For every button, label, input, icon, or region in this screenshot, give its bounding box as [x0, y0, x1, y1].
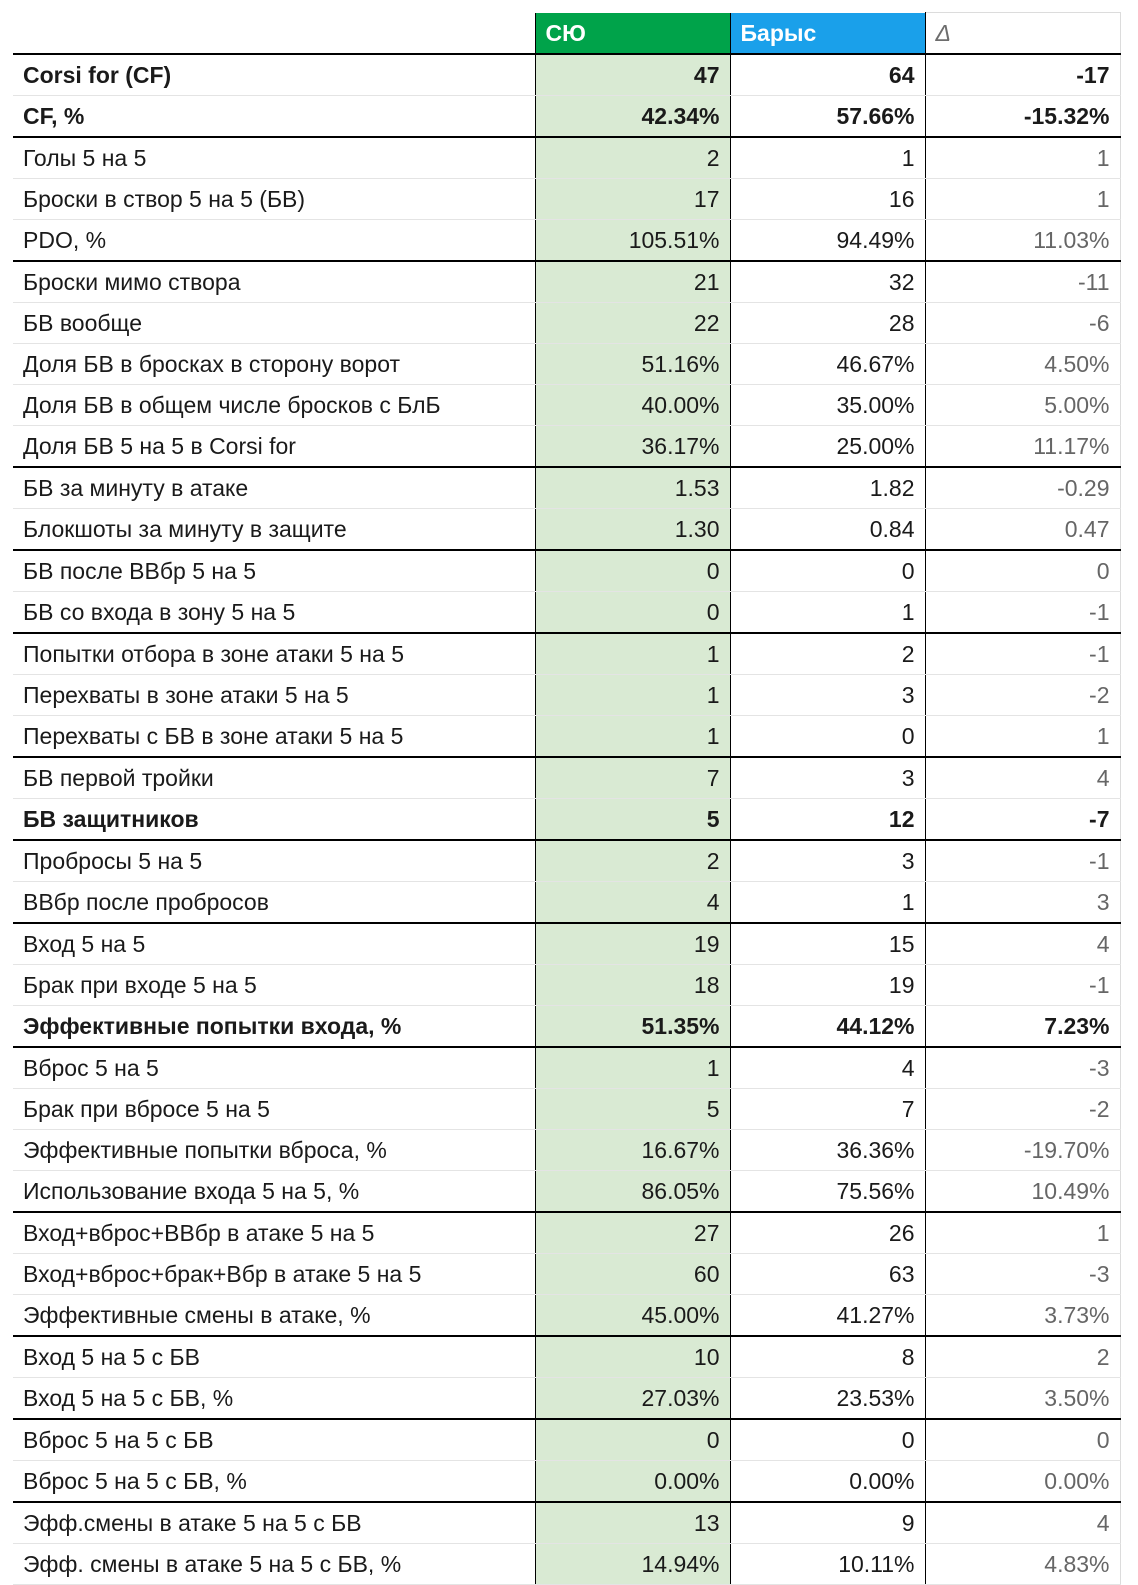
- row-label-cell[interactable]: Доля БВ 5 на 5 в Corsi for: [13, 426, 535, 468]
- team-a-value-cell[interactable]: 5: [535, 799, 730, 841]
- header-team-b[interactable]: Барыс: [730, 13, 925, 55]
- delta-value-cell[interactable]: 4.83%: [925, 1544, 1120, 1585]
- table-row: [13, 1336, 1120, 1378]
- table-row: [13, 550, 1120, 592]
- team-a-value-cell[interactable]: 10: [535, 1336, 730, 1378]
- delta-value-cell[interactable]: 0.47: [925, 509, 1120, 551]
- team-a-value-cell[interactable]: 4: [535, 882, 730, 924]
- team-a-value-cell[interactable]: 2: [535, 840, 730, 882]
- row-label-cell[interactable]: Голы 5 на 5: [13, 137, 535, 179]
- row-label-cell[interactable]: Брак при вбросе 5 на 5: [13, 1089, 535, 1130]
- delta-value-cell[interactable]: 4: [925, 1502, 1120, 1544]
- table-row: [13, 1378, 1120, 1420]
- team-b-value-cell[interactable]: 12: [730, 799, 925, 841]
- delta-value-cell[interactable]: 3: [925, 882, 1120, 924]
- table-row: [13, 757, 1120, 799]
- row-label-cell[interactable]: Эфф.смены в атаке 5 на 5 с БВ: [13, 1502, 535, 1544]
- table-row: [13, 799, 1120, 841]
- row-label-cell[interactable]: Доля БВ в общем числе бросков с БлБ: [13, 385, 535, 426]
- team-a-value-cell[interactable]: 1: [535, 716, 730, 758]
- team-a-value-cell[interactable]: 22: [535, 303, 730, 344]
- team-a-value-cell[interactable]: 60: [535, 1254, 730, 1295]
- delta-value-cell[interactable]: 3.73%: [925, 1295, 1120, 1337]
- table-row: [13, 923, 1120, 965]
- delta-value-cell[interactable]: 1: [925, 179, 1120, 220]
- delta-value-cell[interactable]: -15.32%: [925, 96, 1120, 138]
- team-b-value-cell[interactable]: 0: [730, 716, 925, 758]
- row-label-cell[interactable]: Corsi for (CF): [13, 54, 535, 96]
- team-a-value-cell[interactable]: 36.17%: [535, 426, 730, 468]
- team-b-value-cell[interactable]: 63: [730, 1254, 925, 1295]
- delta-value-cell[interactable]: -1: [925, 592, 1120, 634]
- header-team-a[interactable]: СЮ: [535, 13, 730, 55]
- team-a-value-cell[interactable]: 7: [535, 757, 730, 799]
- team-b-value-cell[interactable]: 36.36%: [730, 1130, 925, 1171]
- team-b-value-cell[interactable]: 44.12%: [730, 1006, 925, 1048]
- row-label-cell[interactable]: Вход+вброс+брак+Вбр в атаке 5 на 5: [13, 1254, 535, 1295]
- delta-value-cell[interactable]: 11.17%: [925, 426, 1120, 468]
- row-label-cell[interactable]: Броски в створ 5 на 5 (БВ): [13, 179, 535, 220]
- table-row: [13, 54, 1120, 96]
- team-a-value-cell[interactable]: 27: [535, 1212, 730, 1254]
- table-row: [13, 426, 1120, 468]
- team-b-value-cell[interactable]: 2: [730, 633, 925, 675]
- delta-value-cell[interactable]: 1: [925, 137, 1120, 179]
- team-a-value-cell[interactable]: 86.05%: [535, 1171, 730, 1213]
- row-label-cell[interactable]: Вброс 5 на 5 с БВ: [13, 1419, 535, 1461]
- team-b-value-cell[interactable]: 1: [730, 882, 925, 924]
- table-row: [13, 1130, 1120, 1171]
- team-b-value-cell[interactable]: 41.27%: [730, 1295, 925, 1337]
- team-b-value-cell[interactable]: 64: [730, 54, 925, 96]
- header-label-cell[interactable]: [13, 13, 535, 55]
- table-row: [13, 1171, 1120, 1213]
- delta-value-cell[interactable]: -3: [925, 1254, 1120, 1295]
- row-label-cell[interactable]: БВ защитников: [13, 799, 535, 841]
- table-row: [13, 467, 1120, 509]
- row-label-cell[interactable]: Использование входа 5 на 5, %: [13, 1171, 535, 1213]
- delta-value-cell[interactable]: -6: [925, 303, 1120, 344]
- team-b-value-cell[interactable]: 25.00%: [730, 426, 925, 468]
- table-row: [13, 1212, 1120, 1254]
- header-row: [13, 13, 1120, 55]
- team-b-value-cell[interactable]: 57.66%: [730, 96, 925, 138]
- delta-value-cell[interactable]: 3.50%: [925, 1378, 1120, 1420]
- table-row: [13, 1419, 1120, 1461]
- team-b-value-cell[interactable]: 16: [730, 179, 925, 220]
- stats-table: [13, 12, 1121, 1585]
- delta-value-cell[interactable]: 4.50%: [925, 344, 1120, 385]
- delta-value-cell[interactable]: 0: [925, 1419, 1120, 1461]
- row-label-cell[interactable]: БВ со входа в зону 5 на 5: [13, 592, 535, 634]
- table-row: [13, 385, 1120, 426]
- team-b-value-cell[interactable]: 32: [730, 261, 925, 303]
- team-a-value-cell[interactable]: 17: [535, 179, 730, 220]
- delta-value-cell[interactable]: 0: [925, 550, 1120, 592]
- delta-value-cell[interactable]: -1: [925, 633, 1120, 675]
- table-row: [13, 882, 1120, 924]
- delta-value-cell[interactable]: 11.03%: [925, 220, 1120, 262]
- team-b-value-cell[interactable]: 26: [730, 1212, 925, 1254]
- team-a-value-cell[interactable]: 51.16%: [535, 344, 730, 385]
- table-row: [13, 633, 1120, 675]
- table-row: [13, 509, 1120, 551]
- row-label-cell[interactable]: Блокшоты за минуту в защите: [13, 509, 535, 551]
- team-b-value-cell[interactable]: 28: [730, 303, 925, 344]
- row-label-cell[interactable]: Броски мимо створа: [13, 261, 535, 303]
- team-b-value-cell[interactable]: 46.67%: [730, 344, 925, 385]
- table-row: [13, 96, 1120, 138]
- team-b-value-cell[interactable]: 10.11%: [730, 1544, 925, 1585]
- row-label-cell[interactable]: БВ вообще: [13, 303, 535, 344]
- delta-value-cell[interactable]: 1: [925, 716, 1120, 758]
- table-row: [13, 840, 1120, 882]
- delta-value-cell[interactable]: 0.00%: [925, 1461, 1120, 1503]
- row-label-cell[interactable]: Доля БВ в бросках в сторону ворот: [13, 344, 535, 385]
- team-a-value-cell[interactable]: 0.00%: [535, 1461, 730, 1503]
- team-b-value-cell[interactable]: 8: [730, 1336, 925, 1378]
- team-b-value-cell[interactable]: 15: [730, 923, 925, 965]
- team-a-value-cell[interactable]: 0: [535, 592, 730, 634]
- row-label-cell[interactable]: PDO, %: [13, 220, 535, 262]
- team-b-value-cell[interactable]: 1: [730, 592, 925, 634]
- row-label-cell[interactable]: Эффективные попытки вброса, %: [13, 1130, 535, 1171]
- table-row: [13, 1006, 1120, 1048]
- row-label-cell[interactable]: Вход 5 на 5: [13, 923, 535, 965]
- delta-value-cell[interactable]: 5.00%: [925, 385, 1120, 426]
- header-delta[interactable]: Δ: [925, 13, 1120, 55]
- team-a-value-cell[interactable]: 1: [535, 675, 730, 716]
- team-b-value-cell[interactable]: 0: [730, 1419, 925, 1461]
- team-a-value-cell[interactable]: 21: [535, 261, 730, 303]
- row-label-cell[interactable]: Попытки отбора в зоне атаки 5 на 5: [13, 633, 535, 675]
- table-row: [13, 675, 1120, 716]
- row-label-cell[interactable]: БВ за минуту в атаке: [13, 467, 535, 509]
- row-label-cell[interactable]: Вход 5 на 5 с БВ: [13, 1336, 535, 1378]
- team-b-value-cell[interactable]: 0: [730, 550, 925, 592]
- delta-value-cell[interactable]: 4: [925, 923, 1120, 965]
- team-a-value-cell[interactable]: 1.53: [535, 467, 730, 509]
- team-a-value-cell[interactable]: 1: [535, 633, 730, 675]
- team-a-value-cell[interactable]: 2: [535, 137, 730, 179]
- row-label-cell[interactable]: Перехваты с БВ в зоне атаки 5 на 5: [13, 716, 535, 758]
- table-row: [13, 1502, 1120, 1544]
- team-a-value-cell[interactable]: 14.94%: [535, 1544, 730, 1585]
- table-row: [13, 303, 1120, 344]
- table-row: [13, 1295, 1120, 1337]
- team-b-value-cell[interactable]: 19: [730, 965, 925, 1006]
- team-b-value-cell[interactable]: 7: [730, 1089, 925, 1130]
- table-row: [13, 1544, 1120, 1585]
- row-label-cell[interactable]: Эфф. смены в атаке 5 на 5 с БВ, %: [13, 1544, 535, 1585]
- delta-value-cell[interactable]: -19.70%: [925, 1130, 1120, 1171]
- delta-value-cell[interactable]: -3: [925, 1047, 1120, 1089]
- team-a-value-cell[interactable]: 27.03%: [535, 1378, 730, 1420]
- team-a-value-cell[interactable]: 5: [535, 1089, 730, 1130]
- row-label-cell[interactable]: Вброс 5 на 5 с БВ, %: [13, 1461, 535, 1503]
- row-label-cell[interactable]: БВ после ВВбр 5 на 5: [13, 550, 535, 592]
- team-b-value-cell[interactable]: 9: [730, 1502, 925, 1544]
- team-b-value-cell[interactable]: 75.56%: [730, 1171, 925, 1213]
- table-row: [13, 592, 1120, 634]
- delta-value-cell[interactable]: -11: [925, 261, 1120, 303]
- team-a-value-cell[interactable]: 13: [535, 1502, 730, 1544]
- table-row: [13, 179, 1120, 220]
- stats-rows: [13, 54, 1120, 1585]
- delta-value-cell[interactable]: -2: [925, 1089, 1120, 1130]
- delta-value-cell[interactable]: -1: [925, 965, 1120, 1006]
- delta-value-cell[interactable]: -7: [925, 799, 1120, 841]
- table-row: [13, 1047, 1120, 1089]
- row-label-cell[interactable]: Перехваты в зоне атаки 5 на 5: [13, 675, 535, 716]
- team-a-value-cell[interactable]: 0: [535, 1419, 730, 1461]
- row-label-cell[interactable]: ВВбр после пробросов: [13, 882, 535, 924]
- team-b-value-cell[interactable]: 3: [730, 840, 925, 882]
- row-label-cell[interactable]: CF, %: [13, 96, 535, 138]
- row-label-cell[interactable]: БВ первой тройки: [13, 757, 535, 799]
- team-b-value-cell[interactable]: 3: [730, 757, 925, 799]
- team-b-value-cell[interactable]: 3: [730, 675, 925, 716]
- team-a-value-cell[interactable]: 51.35%: [535, 1006, 730, 1048]
- team-a-value-cell[interactable]: 105.51%: [535, 220, 730, 262]
- team-a-value-cell[interactable]: 40.00%: [535, 385, 730, 426]
- table-row: [13, 1089, 1120, 1130]
- table-row: [13, 716, 1120, 758]
- row-label-cell[interactable]: Эффективные смены в атаке, %: [13, 1295, 535, 1337]
- table-row: [13, 261, 1120, 303]
- delta-value-cell[interactable]: 7.23%: [925, 1006, 1120, 1048]
- table-row: [13, 220, 1120, 262]
- team-a-value-cell[interactable]: 1: [535, 1047, 730, 1089]
- team-b-value-cell[interactable]: 1.82: [730, 467, 925, 509]
- table-row: [13, 1254, 1120, 1295]
- delta-value-cell[interactable]: 1: [925, 1212, 1120, 1254]
- table-row: [13, 344, 1120, 385]
- table-row: [13, 965, 1120, 1006]
- row-label-cell[interactable]: Эффективные попытки входа, %: [13, 1006, 535, 1048]
- team-b-value-cell[interactable]: 94.49%: [730, 220, 925, 262]
- delta-value-cell[interactable]: -0.29: [925, 467, 1120, 509]
- team-b-value-cell[interactable]: 0.84: [730, 509, 925, 551]
- row-label-cell[interactable]: Вход 5 на 5 с БВ, %: [13, 1378, 535, 1420]
- team-b-value-cell[interactable]: 1: [730, 137, 925, 179]
- team-a-value-cell[interactable]: 42.34%: [535, 96, 730, 138]
- team-b-value-cell[interactable]: 35.00%: [730, 385, 925, 426]
- team-a-value-cell[interactable]: 16.67%: [535, 1130, 730, 1171]
- team-a-value-cell[interactable]: 0: [535, 550, 730, 592]
- team-a-value-cell[interactable]: 45.00%: [535, 1295, 730, 1337]
- team-b-value-cell[interactable]: 23.53%: [730, 1378, 925, 1420]
- row-label-cell[interactable]: Вброс 5 на 5: [13, 1047, 535, 1089]
- row-label-cell[interactable]: Брак при входе 5 на 5: [13, 965, 535, 1006]
- team-a-value-cell[interactable]: 47: [535, 54, 730, 96]
- table-row: [13, 1461, 1120, 1503]
- delta-value-cell[interactable]: -1: [925, 840, 1120, 882]
- team-a-value-cell[interactable]: 19: [535, 923, 730, 965]
- delta-value-cell[interactable]: 2: [925, 1336, 1120, 1378]
- table-row: [13, 137, 1120, 179]
- team-b-value-cell[interactable]: 0.00%: [730, 1461, 925, 1503]
- team-a-value-cell[interactable]: 18: [535, 965, 730, 1006]
- team-a-value-cell[interactable]: 1.30: [535, 509, 730, 551]
- delta-value-cell[interactable]: 10.49%: [925, 1171, 1120, 1213]
- row-label-cell[interactable]: Вход+вброс+ВВбр в атаке 5 на 5: [13, 1212, 535, 1254]
- stats-sheet: [13, 12, 1120, 1585]
- delta-value-cell[interactable]: -17: [925, 54, 1120, 96]
- row-label-cell[interactable]: Пробросы 5 на 5: [13, 840, 535, 882]
- team-b-value-cell[interactable]: 4: [730, 1047, 925, 1089]
- delta-value-cell[interactable]: -2: [925, 675, 1120, 716]
- delta-value-cell[interactable]: 4: [925, 757, 1120, 799]
